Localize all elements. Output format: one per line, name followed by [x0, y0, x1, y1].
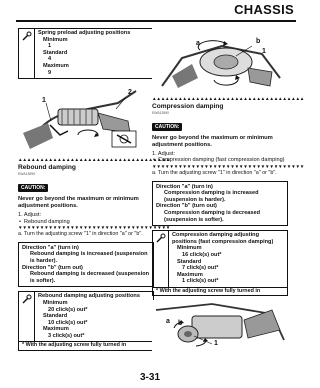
spring-preload-spec-box [18, 28, 154, 79]
direction-a-head: Direction "a" (turn in) [156, 183, 213, 190]
direction-b-head: Direction "b" (turn out) [22, 264, 83, 271]
shock-absorber-figure [18, 83, 154, 157]
callout-2: 2 [128, 89, 132, 97]
spec-title: Rebound damping adjusting positions [38, 293, 140, 300]
spec-value: 16 click(s) out* [182, 251, 222, 258]
step-adjust: 1. Adjust: [152, 150, 176, 157]
caution-text: Never go beyond the maximum or minimum adjustment positions. [18, 196, 139, 209]
spec-label: Maximum [43, 62, 69, 69]
bullet-item: • Rebound damping [18, 219, 154, 226]
callout-b: b [178, 320, 183, 328]
direction-b-desc: Rebound damping is decreased (suspension is softer). [30, 271, 150, 284]
procedure-rule: ▼▼▼▼▼▼▼▼▼▼▼▼▼▼▼▼▼▼▼▼▼▼▼▼▼▼▼▼▼▼▼▼▼▼▼ [152, 164, 305, 170]
adjuster-bottom-figure [152, 300, 288, 354]
wrench-icon [19, 292, 35, 341]
wrench-icon [19, 29, 35, 78]
compression-spec-box [152, 230, 288, 288]
callout-1: 1 [42, 97, 46, 105]
direction-a-desc: Rebound damping is increased (suspension is harder). [30, 251, 148, 264]
direction-a-desc: Compression damping is increased (suspension is harder). [164, 190, 259, 203]
rebound-damping-title: Rebound damping [18, 164, 76, 172]
procedure-note: a. Turn the adjusting screw "1" in direction "a" or "b". [18, 231, 143, 238]
warning-rule: ▲▲▲▲▲▲▲▲▲▲▲▲▲▲▲▲▲▲▲▲▲▲▲▲▲▲▲▲▲▲▲▲▲▲▲ [152, 96, 305, 101]
callout-b: b [256, 38, 261, 45]
spec-value: 9 [48, 69, 52, 76]
callout-a: a [196, 40, 200, 47]
compression-damping-title: Compression damping [152, 103, 224, 110]
section-code: EWA13590 [152, 111, 170, 115]
spec-value: 20 click(s) out* [48, 306, 88, 313]
spec-title: Compression damping adjusting positions (fast compression damping) [172, 232, 274, 245]
spec-footnote: * With the adjusting screw fully turned in [18, 342, 154, 350]
spec-value: 4 [48, 56, 52, 63]
procedure-note: a. Turn the adjusting screw "1" in direction "a" or "b". [152, 170, 277, 177]
adjuster-top-figure [152, 28, 288, 94]
warning-rule: ▲▲▲▲▲▲▲▲▲▲▲▲▲▲▲▲▲▲▲▲▲▲▲▲▲▲▲▲▲▲▲▲▲▲▲ [18, 157, 171, 163]
direction-b-desc: Compression damping is decreased (suspension is softer). [164, 209, 261, 223]
page-header-title: CHASSIS [234, 2, 294, 17]
left-column [18, 28, 171, 351]
spec-label: Standard [43, 49, 68, 56]
right-column [152, 28, 305, 354]
spec-label: Maximum [177, 271, 203, 278]
spec-label: Minimum [43, 36, 68, 43]
section-code: EWA13590 [18, 172, 36, 177]
direction-b-head: Direction "b" (turn out) [156, 203, 217, 210]
spec-value: 10 click(s) out* [48, 319, 88, 326]
caution-badge: CAUTION: [152, 123, 182, 131]
callout-1: 1 [214, 340, 218, 348]
spec-label: Minimum [177, 245, 202, 252]
page-number: 3-31 [139, 372, 160, 383]
bullet-item: • Compression damping (fast compression damping) [152, 157, 288, 164]
spec-value: 1 [48, 43, 52, 50]
step-adjust: 1. Adjust: [18, 211, 42, 218]
spec-label: Maximum [43, 326, 69, 333]
spec-value: 3 click(s) out* [48, 332, 85, 339]
caution-badge: CAUTION: [18, 184, 48, 192]
caution-text: Never go beyond the maximum or minimum adjustment positions. [152, 135, 273, 148]
callout-1: 1 [262, 48, 266, 55]
spec-footnote: * With the adjusting screw fully turned in [152, 288, 288, 296]
wrench-icon [153, 231, 169, 287]
spec-label: Standard [177, 258, 202, 265]
header-rule [16, 20, 296, 22]
spec-label: Minimum [43, 299, 68, 306]
direction-box [152, 181, 288, 227]
direction-a-head: Direction "a" (turn in) [22, 244, 79, 251]
adjuster-bottom-illustration [152, 300, 288, 354]
spec-label: Standard [43, 313, 68, 320]
adjuster-top-illustration [152, 28, 288, 94]
procedure-rule: ▼▼▼▼▼▼▼▼▼▼▼▼▼▼▼▼▼▼▼▼▼▼▼▼▼▼▼▼▼▼▼▼▼▼▼ [18, 225, 171, 231]
spec-title: Spring preload adjusting positions [38, 30, 131, 36]
spec-value: 1 click(s) out* [182, 278, 219, 285]
callout-a: a [166, 318, 170, 326]
spec-value: 7 click(s) out* [182, 265, 219, 272]
rebound-spec-box [18, 291, 154, 342]
direction-box [18, 242, 154, 288]
